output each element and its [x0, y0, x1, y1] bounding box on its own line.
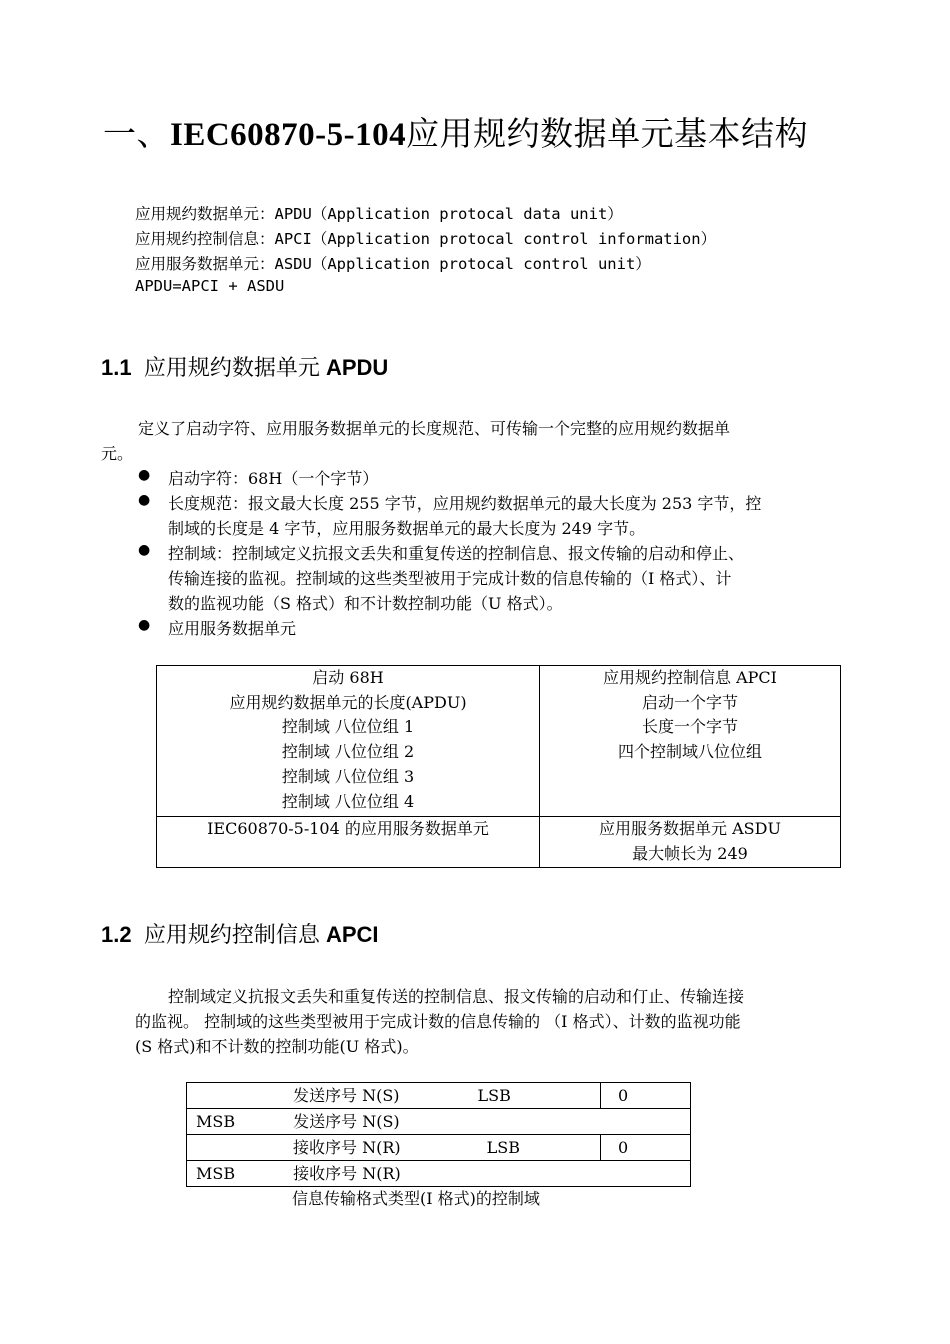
cell-text: 长度一个字节: [641, 717, 738, 737]
table-cell: [187, 1161, 691, 1187]
table-cell: [157, 817, 540, 868]
title-suffix: 应用规约数据单元基本结构: [406, 114, 809, 153]
cell-text: MSB: [196, 1164, 236, 1183]
table-caption: 信息传输格式类型(I 格式)的控制域: [292, 1189, 540, 1208]
bullet-line: 应用服务数据单元: [168, 619, 297, 638]
table-row: [157, 817, 841, 868]
table-cell: [601, 1083, 691, 1109]
section-2-para-line2: 的监视。 控制域的这些类型被用于完成计数的信息传输的 （I 格式）、计数的监视功能: [135, 1012, 741, 1031]
bullet-icon: ●: [138, 542, 151, 558]
section-1-intro-line2: 元。: [101, 444, 134, 463]
section-2-title-latin: APCI: [325, 922, 379, 947]
bullet-line: 长度规范：报文最大长度 255 字节，应用规约数据单元的最大长度为 253 字节，控: [168, 494, 762, 513]
cell-text: 0: [618, 1138, 629, 1157]
definition-asdu: 应用服务数据单元：ASDU（Application protocal control unit）: [135, 255, 651, 273]
cell-text: 启动 68H: [312, 668, 384, 687]
definition-apdu: 应用规约数据单元：APDU（Application protocal data unit）: [135, 205, 623, 223]
title-prefix: 一、: [103, 114, 170, 153]
table-row: [157, 666, 841, 817]
section-1-title-latin: APDU: [325, 355, 389, 380]
cell-text: 应用规约数据单元的长度(APDU): [229, 692, 467, 712]
bullet-line: 制域的长度是 4 字节，应用服务数据单元的最大长度为 249 字节。: [168, 519, 646, 538]
section-2-para-line3: (S 格式)和不计数的控制功能(U 格式)。: [135, 1037, 419, 1056]
table-row: [187, 1109, 691, 1135]
section-1-heading: [101, 351, 388, 382]
bullet-line: 启动字符：68H（一个字节）: [168, 469, 379, 488]
cell-text: 控制域 八位位组 3: [281, 766, 415, 786]
table-row: [187, 1161, 691, 1187]
section-1-intro-line1: 定义了启动字符、应用服务数据单元的长度规范、可传输一个完整的应用规约数据单: [138, 419, 731, 438]
bullet-icon: ●: [138, 492, 151, 508]
cell-text: 最大帧长为 249: [632, 843, 748, 863]
table-cell: [157, 666, 540, 817]
cell-text: LSB: [477, 1086, 511, 1105]
table-cell: [187, 1109, 691, 1135]
bullet-line: 传输连接的监视。控制域的这些类型被用于完成计数的信息传输的（I 格式）、计: [168, 569, 732, 588]
definition-apci: 应用规约控制信息：APCI（Application protocal control information）: [135, 230, 717, 248]
title-code: IEC60870-5-104: [170, 117, 407, 153]
cell-text: 发送序号 N(S): [293, 1112, 400, 1131]
cell-text: LSB: [486, 1138, 520, 1157]
cell-text: 控制域 八位位组 4: [281, 791, 415, 811]
cell-text: MSB: [196, 1112, 236, 1131]
table-row: [187, 1083, 691, 1109]
table-cell: [540, 666, 841, 817]
apdu-structure-table: [156, 665, 841, 868]
bullet-length-spec: [168, 491, 850, 541]
bullet-icon: ●: [138, 467, 151, 483]
cell-text: 发送序号 N(S): [293, 1086, 400, 1105]
section-2-title: 应用规约控制信息: [143, 923, 320, 948]
cell-text: 0: [618, 1086, 629, 1105]
cell-text: 控制域 八位位组 2: [281, 742, 415, 762]
section-2-number: 1.2: [101, 922, 132, 947]
bullet-start-char: [168, 466, 850, 491]
cell-text: 控制域 八位位组 1: [281, 717, 415, 737]
table-cell: [187, 1135, 601, 1161]
cell-text: 四个控制域八位位组: [617, 742, 762, 762]
bullet-line: 数的监视功能（S 格式）和不计数控制功能（U 格式）。: [168, 594, 563, 613]
page-title: [103, 108, 808, 155]
cell-text: 接收序号 N(R): [293, 1138, 401, 1157]
section-1-title: 应用规约数据单元: [143, 356, 320, 381]
table-row: [187, 1135, 691, 1161]
cell-text: 应用服务数据单元 ASDU: [599, 819, 781, 838]
cell-text: 接收序号 N(R): [293, 1164, 401, 1183]
bullet-asdu: [168, 616, 850, 641]
bullet-icon: ●: [138, 617, 151, 633]
cell-text: 应用规约控制信息 APCI: [603, 668, 777, 687]
table-cell: [540, 817, 841, 868]
bullet-line: 控制域：控制域定义抗报文丢失和重复传送的控制信息、报文传输的启动和停止、: [168, 544, 745, 563]
bullet-control-field: [168, 541, 850, 616]
table-cell: [187, 1083, 601, 1109]
i-format-control-field-table: [186, 1082, 691, 1187]
section-2-heading: [101, 918, 379, 949]
definition-formula: APDU=APCI + ASDU: [135, 277, 285, 295]
section-2-para-line1: 控制域定义抗报文丢失和重复传送的控制信息、报文传输的启动和仃止、传输连接: [168, 987, 745, 1006]
section-1-number: 1.1: [101, 355, 132, 380]
cell-text: 启动一个字节: [641, 692, 738, 712]
cell-text: IEC60870-5-104 的应用服务数据单元: [207, 819, 489, 838]
table-cell: [601, 1135, 691, 1161]
